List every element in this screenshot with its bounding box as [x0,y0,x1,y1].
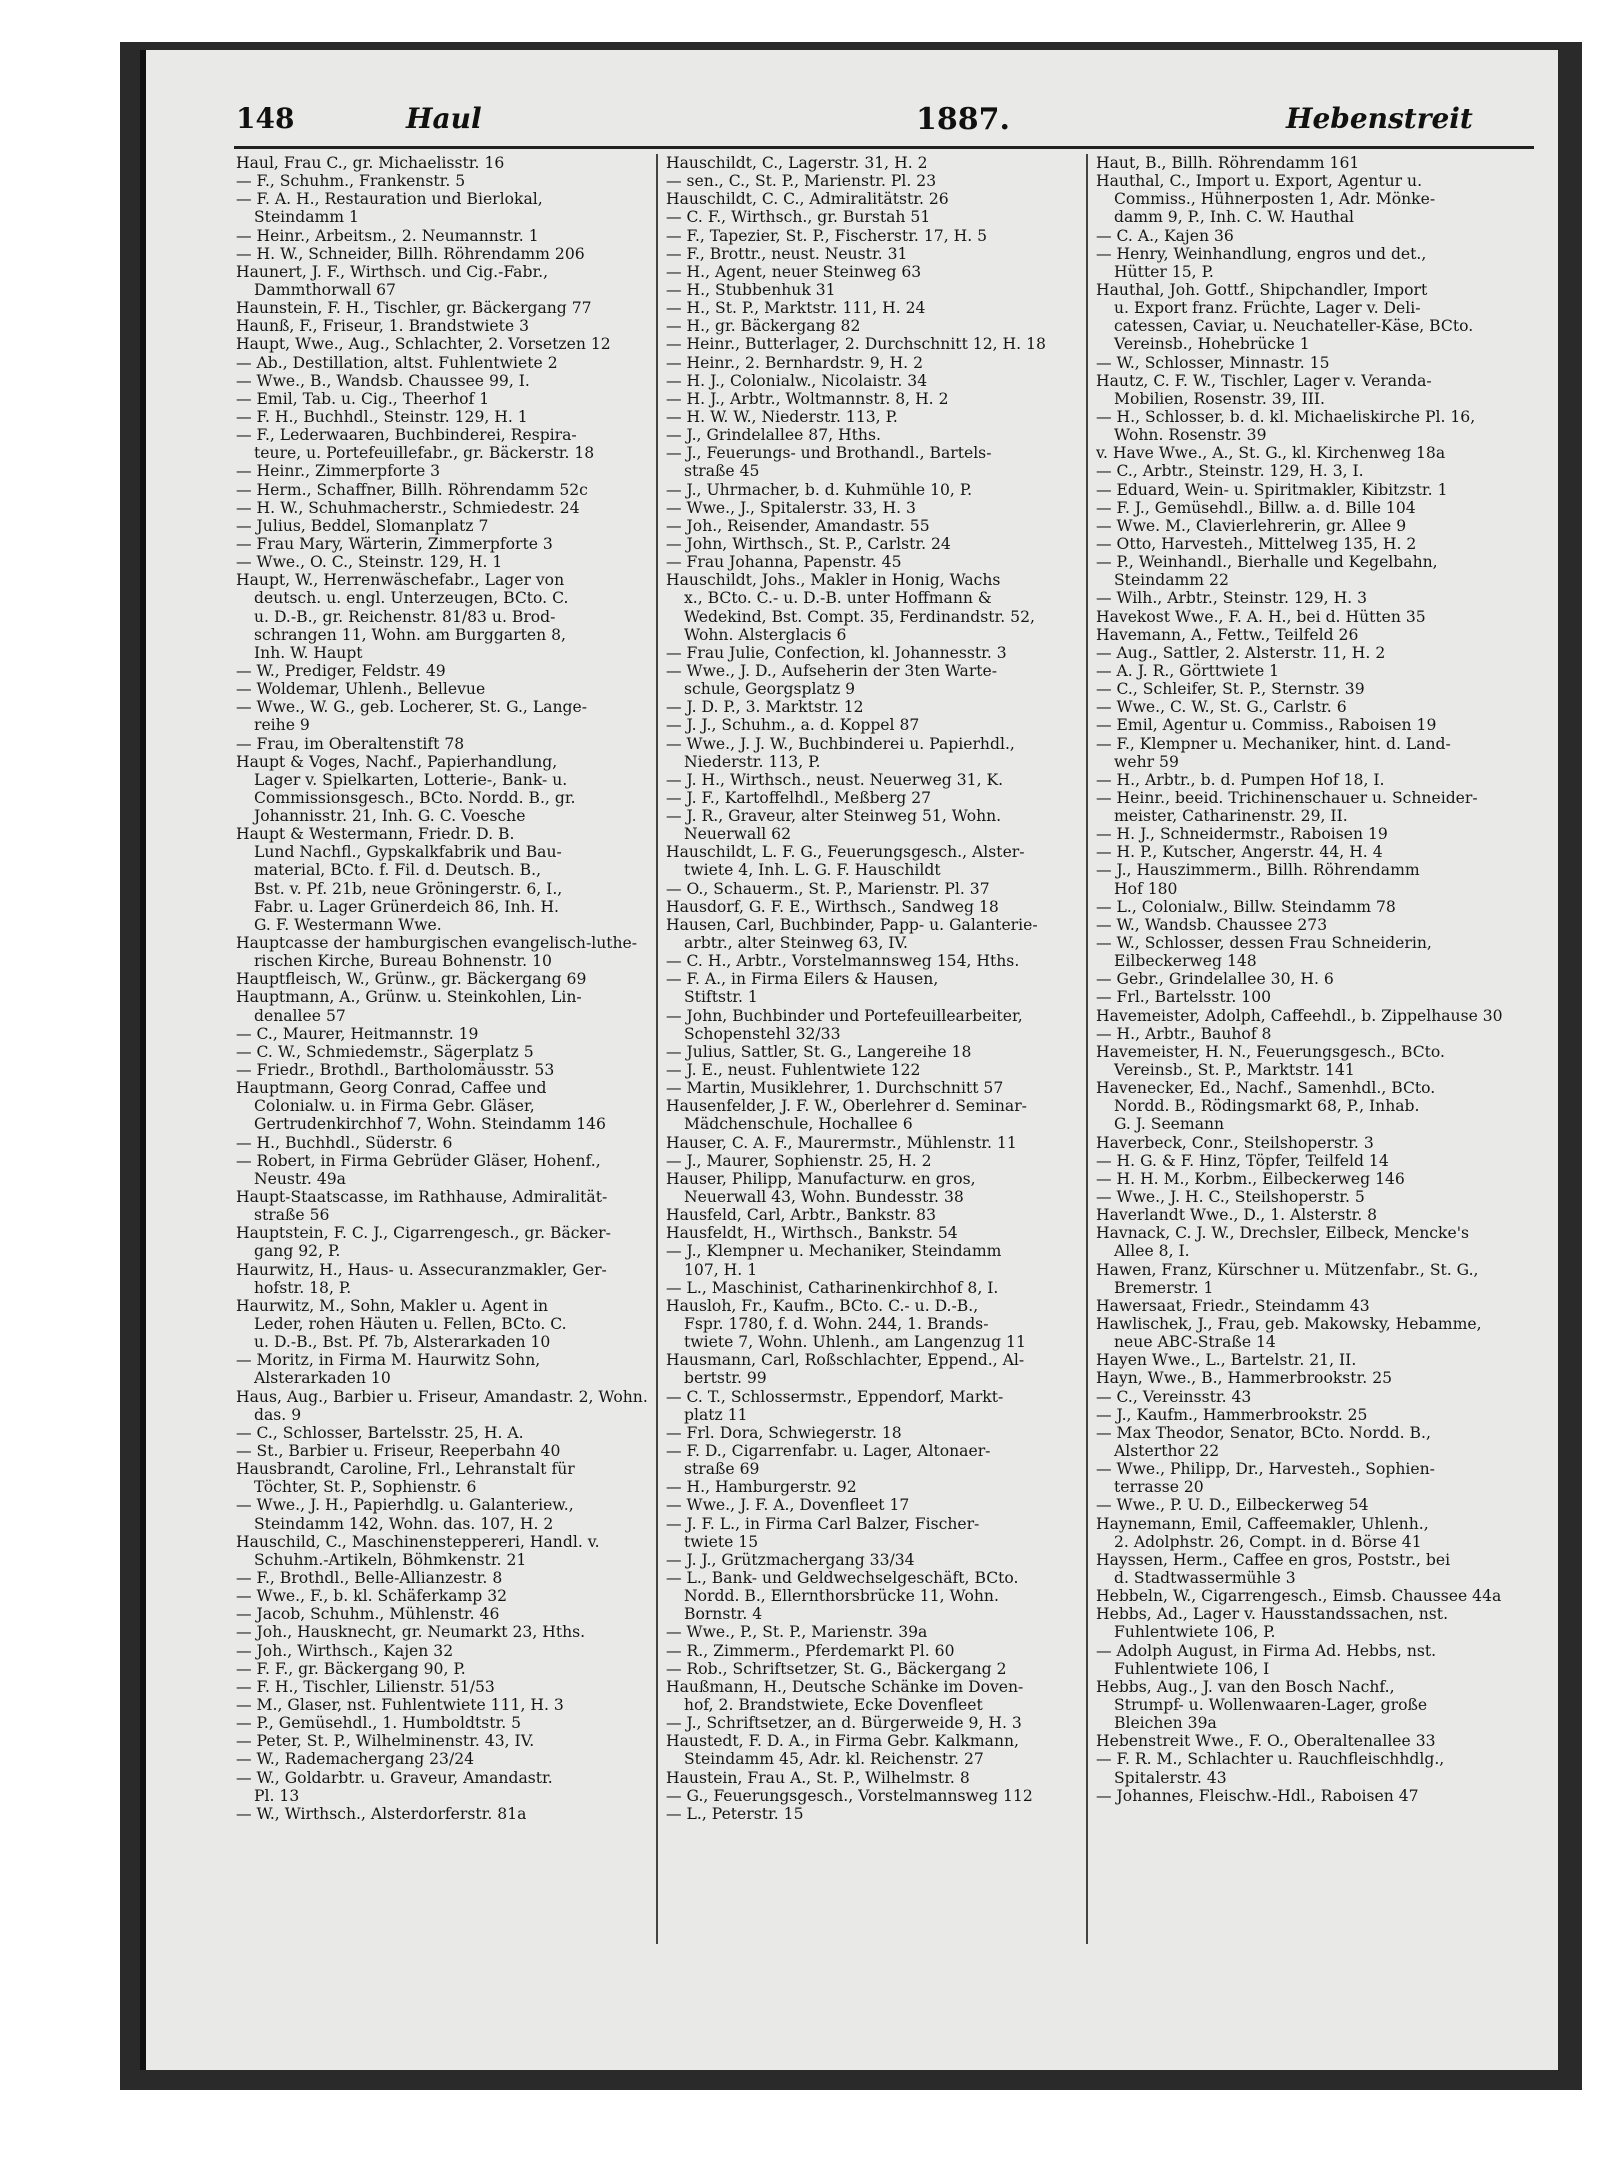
directory-entry-line: hof, 2. Brandstwiete, Ecke Dovenfleet [684,1695,983,1714]
directory-entry-line: — G., Feuerungsgesch., Vorstelmannsweg 112 [666,1786,1033,1805]
directory-entry-line: — L., Bank- und Geldwechselgeschäft, BCto. [666,1568,1019,1587]
column-divider [1086,154,1088,1944]
directory-entry-line: Gertrudenkirchhof 7, Wohn. Steindamm 146 [254,1115,606,1134]
directory-entry-line: meister, Catharinenstr. 29, II. [1114,807,1348,826]
directory-entry-line: Hauptstein, F. C. J., Cigarrengesch., gr. Bäcker- [236,1224,611,1243]
directory-entry-line: Haynemann, Emil, Caffeemakler, Uhlenh., [1096,1514,1429,1533]
directory-entry-line: Haverlandt Wwe., D., 1. Alsterstr. 8 [1096,1206,1378,1225]
directory-entry-line: — J., Feuerungs- und Brothandl., Bartels- [666,444,992,463]
directory-entry-line: Hausloh, Fr., Kaufm., BCto. C.- u. D.-B., [666,1296,979,1315]
directory-entry-line: — J., Grindelallee 87, Hths. [666,426,881,445]
directory-entry-line: — M., Glaser, nst. Fuhlentwiete 111, H. 3 [236,1695,564,1714]
directory-entry-line: — J., Uhrmacher, b. d. Kuhmühle 10, P. [666,480,973,499]
directory-entry-line: Mobilien, Rosenstr. 39, III. [1114,389,1326,408]
directory-entry-line: Hütter 15, P. [1114,262,1214,281]
directory-entry-line: Hauschildt, C. C., Admiralitätstr. 26 [666,190,949,209]
page-header [236,102,1536,146]
directory-entry-line: — P., Gemüsehdl., 1. Humboldtstr. 5 [236,1714,522,1733]
directory-entry-line: — J. H., Wirthsch., neust. Neuerweg 31, K. [666,770,1004,789]
directory-entry-line: — Frau Julie, Confection, kl. Johannesstr. 3 [666,643,1007,662]
directory-entry-line: rischen Kirche, Bureau Bohnenstr. 10 [254,952,552,971]
directory-entry-line: — Woldemar, Uhlenh., Bellevue [236,680,486,699]
directory-entry-line: Haupt & Westermann, Friedr. D. B. [236,825,515,844]
directory-entry-line: — Eduard, Wein- u. Spiritmakler, Kibitzstr. 1 [1096,480,1448,499]
directory-entry-line: — J. R., Graveur, alter Steinweg 51, Wohn. [666,807,1002,826]
page-number: 148 [236,102,295,135]
directory-entry-line: u. Export franz. Früchte, Lager v. Deli- [1114,299,1421,318]
directory-entry-line: Hebbs, Aug., J. van den Bosch Nachf., [1096,1677,1395,1696]
page-year: 1887. [916,102,1010,137]
directory-entry-line: — F., Schuhm., Frankenstr. 5 [236,172,466,191]
directory-entry-line: — Joh., Hausknecht, gr. Neumarkt 23, Hths. [236,1623,586,1642]
directory-entry-line: — Heinr., 2. Bernhardstr. 9, H. 2 [666,353,924,372]
directory-entry-line: — Joh., Reisender, Amandastr. 55 [666,516,930,535]
directory-entry-line: neue ABC-Straße 14 [1114,1333,1276,1352]
directory-entry-line: — Wwe., J., Spitalerstr. 33, H. 3 [666,498,916,517]
directory-entry-line: Commissionsgesch., BCto. Nordd. B., gr. [254,788,576,807]
directory-entry-line: schule, Georgsplatz 9 [684,680,856,699]
directory-entry-line: — F. F., gr. Bäckergang 90, P. [236,1659,466,1678]
directory-entry-line: — Rob., Schriftsetzer, St. G., Bäckergang 2 [666,1659,1007,1678]
directory-entry-line: — Wwe. M., Clavierlehrerin, gr. Allee 9 [1096,516,1407,535]
directory-entry-line: Haupt & Voges, Nachf., Papierhandlung, [236,752,558,771]
directory-column-3 [1096,154,1508,1994]
directory-entry-line: Haunert, J. F., Wirthsch. und Cig.-Fabr., [236,262,549,281]
directory-entry-line: — F., Lederwaaren, Buchbinderei, Respira- [236,426,577,445]
directory-entry-line: reihe 9 [254,716,310,735]
directory-entry-line: Bst. v. Pf. 21b, neue Gröningerstr. 6, I., [254,879,563,898]
directory-entry-line: — F. H., Tischler, Lilienstr. 51/53 [236,1677,495,1696]
directory-entry-line: — C. A., Kajen 36 [1096,226,1234,245]
directory-entry-line: das. 9 [254,1405,302,1424]
directory-entry-line: gang 92, P. [254,1242,341,1261]
directory-entry-line: — St., Barbier u. Friseur, Reeperbahn 40 [236,1441,561,1460]
directory-entry-line: — W., Schlosser, dessen Frau Schneiderin, [1096,934,1432,953]
directory-entry-line: — C., Vereinsstr. 43 [1096,1387,1252,1406]
directory-entry-line: — J., Maurer, Sophienstr. 25, H. 2 [666,1151,932,1170]
directory-entry-line: Bremerstr. 1 [1114,1278,1214,1297]
directory-entry-line: — Heinr., Arbeitsm., 2. Neumannstr. 1 [236,226,539,245]
directory-entry-line: catessen, Caviar, u. Neuchateller-Käse, BCto. [1114,317,1474,336]
directory-entry-line: Steindamm 45, Adr. kl. Reichenstr. 27 [684,1750,984,1769]
directory-entry-line: denallee 57 [254,1006,346,1025]
directory-entry-line: Haupt, Wwe., Aug., Schlachter, 2. Vorsetzen 12 [236,335,611,354]
directory-entry-line: Spitalerstr. 43 [1114,1768,1227,1787]
directory-entry-line: — Otto, Harvesteh., Mittelweg 135, H. 2 [1096,534,1417,553]
directory-entry-line: Nordd. B., Rödingsmarkt 68, P., Inhab. [1114,1097,1420,1116]
directory-entry-line: Wohn. Rosenstr. 39 [1114,426,1267,445]
directory-entry-line: — J. F. L., in Firma Carl Balzer, Fischer- [666,1514,980,1533]
directory-entry-line: — Henry, Weinhandlung, engros und det., [1096,244,1427,263]
directory-entry-line: — Wilh., Arbtr., Steinstr. 129, H. 3 [1096,589,1368,608]
directory-entry-line: — Wwe., J. H., Papierhdlg. u. Galanteriew., [236,1496,574,1515]
directory-entry-line: — H. W., Schuhmacherstr., Schmiedestr. 24 [236,498,580,517]
directory-entry-line: deutsch. u. engl. Unterzeugen, BCto. C. [254,589,569,608]
directory-entry-line: — Gebr., Grindelallee 30, H. 6 [1096,970,1334,989]
directory-entry-line: — Heinr., beeid. Trichinenschauer u. Schneider- [1096,788,1478,807]
directory-entry-line: Neustr. 49a [254,1169,346,1188]
directory-entry-line: twiete 7, Wohn. Uhlenh., am Langenzug 11 [684,1333,1026,1352]
directory-entry-line: Stiftstr. 1 [684,988,758,1007]
directory-entry-line: Hayen Wwe., L., Bartelstr. 21, II. [1096,1351,1357,1370]
directory-entry-line: Vereinsb., St. P., Marktstr. 141 [1114,1061,1355,1080]
running-head-left: Haul [406,102,482,135]
directory-entry-line: — C. H., Arbtr., Vorstelmannsweg 154, Hths. [666,952,1020,971]
directory-entry-line: — H., St. P., Marktstr. 111, H. 24 [666,299,926,318]
directory-entry-line: — J., Klempner u. Mechaniker, Steindamm [666,1242,1002,1261]
directory-entry-line: — F. A. H., Restauration und Bierlokal, [236,190,543,209]
directory-entry-line: Hauptcasse der hamburgischen evangelisch-luthe- [236,934,638,953]
directory-entry-line: Hausen, Carl, Buchbinder, Papp- u. Galanterie- [666,915,1038,934]
directory-entry-line: Haul, Frau C., gr. Michaelisstr. 16 [236,154,505,172]
directory-entry-line: — H., Arbtr., Bauhof 8 [1096,1024,1272,1043]
directory-entry-line: — Frau, im Oberaltenstift 78 [236,734,465,753]
directory-entry-line: d. Stadtwassermühle 3 [1114,1568,1296,1587]
directory-entry-line: — Heinr., Zimmerpforte 3 [236,462,441,481]
directory-entry-line: — C., Arbtr., Steinstr. 129, H. 3, I. [1096,462,1364,481]
running-head-right: Hebenstreit [1286,102,1473,135]
directory-entry-line: Hauser, C. A. F., Maurermstr., Mühlenstr. 11 [666,1133,1017,1152]
directory-entry-line: — sen., C., St. P., Marienstr. Pl. 23 [666,172,937,191]
directory-entry-line: v. Have Wwe., A., St. G., kl. Kirchenweg 18a [1096,444,1446,463]
directory-entry-line: Havekost Wwe., F. A. H., bei d. Hütten 35 [1096,607,1426,626]
directory-entry-line: Hawersaat, Friedr., Steindamm 43 [1096,1296,1370,1315]
directory-entry-line: Haut, B., Billh. Röhrendamm 161 [1096,154,1360,172]
directory-entry-line: Haus, Aug., Barbier u. Friseur, Amandastr. 2, Wohn. [236,1387,648,1406]
directory-entry-line: — W., Wirthsch., Alsterdorferstr. 81a [236,1804,527,1823]
directory-column-1 [236,154,648,1994]
directory-entry-line: — Wwe., B., Wandsb. Chaussee 99, I. [236,371,530,390]
directory-entry-line: — Wwe., J. F. A., Dovenfleet 17 [666,1496,910,1515]
directory-entry-line: — Herm., Schaffner, Billh. Röhrendamm 52c [236,480,588,499]
directory-entry-line: terrasse 20 [1114,1478,1204,1497]
directory-entry-line: — Friedr., Brothdl., Bartholomäusstr. 53 [236,1061,555,1080]
directory-entry-line: Pl. 13 [254,1786,300,1805]
directory-entry-line: Inh. W. Haupt [254,643,363,662]
directory-entry-line: Havenecker, Ed., Nachf., Samenhdl., BCto. [1096,1079,1436,1098]
directory-entry-line: Strumpf- u. Wollenwaaren-Lager, große [1114,1695,1428,1714]
directory-entry-line: Neuerwall 43, Wohn. Bundesstr. 38 [684,1188,964,1207]
directory-entry-line: straße 69 [684,1460,760,1479]
directory-entry-line: — Aug., Sattler, 2. Alsterstr. 11, H. 2 [1096,643,1386,662]
directory-entry-line: — H. W. W., Niederstr. 113, P. [666,407,898,426]
directory-entry-line: — W., Rademachergang 23/24 [236,1750,475,1769]
directory-entry-line: — J., Kaufm., Hammerbrookstr. 25 [1096,1405,1368,1424]
directory-entry-line: — W., Prediger, Feldstr. 49 [236,661,446,680]
directory-entry-line: Wohn. Alsterglacis 6 [684,625,847,644]
directory-entry-line: — Adolph August, in Firma Ad. Hebbs, nst. [1096,1641,1437,1660]
directory-entry-line: straße 56 [254,1206,330,1225]
directory-entry-line: — F. D., Cigarrenfabr. u. Lager, Altonaer- [666,1441,991,1460]
directory-entry-line: Alsterarkaden 10 [254,1369,391,1388]
directory-entry-line: — F., Brottr., neust. Neustr. 31 [666,244,908,263]
directory-entry-line: Allee 8, I. [1114,1242,1190,1261]
directory-entry-line: — J. D. P., 3. Marktstr. 12 [666,698,864,717]
directory-entry-line: G. J. Seemann [1114,1115,1225,1134]
directory-entry-line: Havnack, C. J. W., Drechsler, Eilbeck, Mencke's [1096,1224,1469,1243]
directory-entry-line: bertstr. 99 [684,1369,767,1388]
directory-entry-line: — H. W., Schneider, Billh. Röhrendamm 206 [236,244,585,263]
directory-entry-line: — F. A., in Firma Eilers & Hausen, [666,970,939,989]
directory-entry-line: Hauschild, C., Maschinensteppereri, Handl. v. [236,1532,600,1551]
directory-entry-line: Hausenfelder, J. F. W., Oberlehrer d. Seminar- [666,1097,1027,1116]
directory-entry-line: — J., Hauszimmerm., Billh. Röhrendamm [1096,861,1420,880]
directory-entry-line: — J. J., Schuhm., a. d. Koppel 87 [666,716,920,735]
directory-entry-line: Hausbrandt, Caroline, Frl., Lehranstalt für [236,1460,575,1479]
directory-entry-line: Havemeister, H. N., Feuerungsgesch., BCto. [1096,1042,1445,1061]
directory-entry-line: — W., Wandsb. Chaussee 273 [1096,915,1328,934]
directory-entry-line: Fuhlentwiete 106, P. [1114,1623,1276,1642]
directory-entry-line: — A. J. R., Görttwiete 1 [1096,661,1280,680]
directory-entry-line: — Frau Johanna, Papenstr. 45 [666,553,902,572]
directory-entry-line: twiete 4, Inh. L. G. F. Hauschildt [684,861,941,880]
directory-entry-line: Dammthorwall 67 [254,280,396,299]
directory-entry-line: Havemann, A., Fettw., Teilfeld 26 [1096,625,1359,644]
directory-entry-line: — Emil, Agentur u. Commiss., Raboisen 19 [1096,716,1437,735]
directory-entry-line: — F. R. M., Schlachter u. Rauchfleischhdlg., [1096,1750,1445,1769]
directory-entry-line: — Frau Mary, Wärterin, Zimmerpforte 3 [236,534,553,553]
directory-entry-line: 107, H. 1 [684,1260,758,1279]
directory-entry-line: Hausfeld, Carl, Arbtr., Bankstr. 83 [666,1206,936,1225]
directory-entry-line: — Wwe., P., St. P., Marienstr. 39a [666,1623,928,1642]
directory-entry-line: Leder, rohen Häuten u. Fellen, BCto. C. [254,1315,567,1333]
directory-entry-line: material, BCto. f. Fil. d. Deutsch. B., [254,861,542,880]
directory-entry-line: — Heinr., Butterlager, 2. Durchschnitt 12, H. 18 [666,335,1046,354]
directory-entry-line: Haustedt, F. D. A., in Firma Gebr. Kalkmann, [666,1732,1020,1751]
directory-entry-line: Hawlischek, J., Frau, geb. Makowsky, Hebamme, [1096,1315,1482,1333]
directory-entry-line: Hauthal, Joh. Gottf., Shipchandler, Import [1096,280,1428,299]
directory-entry-line: — Joh., Wirthsch., Kajen 32 [236,1641,454,1660]
directory-entry-line: — C. T., Schlossermstr., Eppendorf, Markt- [666,1387,1004,1406]
directory-entry-line: Johannisstr. 21, Inh. G. C. Voesche [254,807,526,826]
directory-entry-line: — Julius, Sattler, St. G., Langereihe 18 [666,1042,972,1061]
directory-page [140,50,1558,2070]
directory-entry-line: — Wwe., P. U. D., Eilbeckerweg 54 [1096,1496,1369,1515]
directory-entry-line: — H. G. & F. Hinz, Töpfer, Teilfeld 14 [1096,1151,1389,1170]
directory-entry-line: Haupt, W., Herrenwäschefabr., Lager von [236,571,565,590]
directory-entry-line: — L., Colonialw., Billw. Steindamm 78 [1096,897,1396,916]
directory-entry-line: — W., Goldarbtr. u. Graveur, Amandastr. [236,1768,553,1787]
scan-annotation-banner [0,0,112,2177]
directory-entry-line: wehr 59 [1114,752,1179,771]
directory-entry-line: — H., gr. Bäckergang 82 [666,317,861,336]
directory-entry-line: Haußmann, H., Deutsche Schänke im Doven- [666,1677,1024,1696]
directory-entry-line: — H. J., Colonialw., Nicolaistr. 34 [666,371,928,390]
directory-entry-line: Colonialw. u. in Firma Gebr. Gläser, [254,1097,535,1116]
directory-entry-line: Haunß, F., Friseur, 1. Brandstwiete 3 [236,317,530,336]
directory-entry-line: Hawen, Franz, Kürschner u. Mützenfabr., St. G., [1096,1260,1479,1279]
directory-entry-line: Hauser, Philipp, Manufacturw. en gros, [666,1169,976,1188]
directory-entry-line: Bleichen 39a [1114,1714,1217,1733]
directory-entry-line: — C. W., Schmiedemstr., Sägerplatz 5 [236,1042,534,1061]
directory-entry-line: Hayssen, Herm., Caffee en gros, Poststr., bei [1096,1550,1451,1569]
directory-entry-line: Hauschildt, L. F. G., Feuerungsgesch., Alster- [666,843,1025,862]
directory-entry-line: Hayn, Wwe., B., Hammerbrookstr. 25 [1096,1369,1393,1388]
directory-entry-line: Bornstr. 4 [684,1605,763,1624]
directory-entry-line: Hautz, C. F. W., Tischler, Lager v. Veranda- [1096,371,1432,390]
directory-entry-line: — Wwe., Philipp, Dr., Harvesteh., Sophien- [1096,1460,1435,1479]
directory-entry-line: Hauptfleisch, W., Grünw., gr. Bäckergang 69 [236,970,587,989]
directory-entry-line: Hausmann, Carl, Roßschlachter, Eppend., Al- [666,1351,1025,1370]
directory-entry-line: — H. J., Arbtr., Woltmannstr. 8, H. 2 [666,389,949,408]
directory-entry-line: — L., Peterstr. 15 [666,1804,804,1823]
directory-entry-line: Wedekind, Bst. Compt. 35, Ferdinandstr. 52, [684,607,1035,626]
directory-entry-line: — W., Schlosser, Minnastr. 15 [1096,353,1330,372]
directory-entry-line: — F., Brothdl., Belle-Allianzestr. 8 [236,1568,503,1587]
directory-entry-line: twiete 15 [684,1532,759,1551]
directory-entry-line: — Frl., Bartelsstr. 100 [1096,988,1272,1007]
directory-column-2 [666,154,1078,1994]
directory-entry-line: Hauptmann, A., Grünw. u. Steinkohlen, Lin- [236,988,582,1007]
directory-entry-line: — H., Schlosser, b. d. kl. Michaeliskirche Pl. 16, [1096,407,1476,426]
directory-entry-line: 2. Adolphstr. 26, Compt. in d. Börse 41 [1114,1532,1422,1551]
directory-entry-line: — Johannes, Fleischw.-Hdl., Raboisen 47 [1096,1786,1419,1805]
directory-entry-line: — H., Hamburgerstr. 92 [666,1478,857,1497]
directory-entry-line: Haverbeck, Conr., Steilshoperstr. 3 [1096,1133,1374,1152]
directory-entry-line: — C., Schleifer, St. P., Sternstr. 39 [1096,680,1365,699]
directory-entry-line: — Wwe., J. D., Aufseherin der 3ten Warte- [666,661,998,680]
directory-entry-line: — Martin, Musiklehrer, 1. Durchschnitt 57 [666,1079,1004,1098]
directory-entry-line: Neuerwall 62 [684,825,792,844]
directory-entry-line: — H. H. M., Korbm., Eilbeckerweg 146 [1096,1169,1405,1188]
directory-entry-line: — Max Theodor, Senator, BCto. Nordd. B., [1096,1423,1431,1442]
directory-entry-line: — Jacob, Schuhm., Mühlenstr. 46 [236,1605,500,1624]
directory-entry-line: — Wwe., J. H. C., Steilshoperstr. 5 [1096,1188,1365,1207]
directory-entry-line: — F., Tapezier, St. P., Fischerstr. 17, H. 5 [666,226,988,245]
directory-entry-line: Schopenstehl 32/33 [684,1024,841,1043]
directory-entry-line: Fuhlentwiete 106, I [1114,1659,1270,1678]
directory-entry-line: damm 9, P., Inh. C. W. Hauthal [1114,208,1355,227]
directory-entry-line: Hauschildt, C., Lagerstr. 31, H. 2 [666,154,928,172]
directory-entry-line: Hausfeldt, H., Wirthsch., Bankstr. 54 [666,1224,958,1243]
directory-entry-line: Havemeister, Adolph, Caffeehdl., b. Zippelhause 30 [1096,1006,1503,1025]
directory-entry-line: Schuhm.-Artikeln, Böhmkenstr. 21 [254,1550,527,1569]
directory-entry-line: — H., Agent, neuer Steinweg 63 [666,262,922,281]
directory-entry-line: Steindamm 1 [254,208,359,227]
directory-entry-line: — Wwe., W. G., geb. Locherer, St. G., Lange- [236,698,588,717]
directory-entry-line: — H. J., Schneidermstr., Raboisen 19 [1096,825,1388,844]
directory-entry-line: Steindamm 22 [1114,571,1229,590]
directory-entry-line: — Robert, in Firma Gebrüder Gläser, Hohenf., [236,1151,601,1170]
directory-entry-line: — H., Stubbenhuk 31 [666,280,836,299]
directory-entry-line: — Peter, St. P., Wilhelminenstr. 43, IV. [236,1732,535,1751]
directory-entry-line: — L., Maschinist, Catharinenkirchhof 8, I. [666,1278,999,1297]
directory-entry-line: — Wwe., C. W., St. G., Carlstr. 6 [1096,698,1347,717]
column-divider [656,154,658,1944]
directory-entry-line: — Moritz, in Firma M. Haurwitz Sohn, [236,1351,541,1370]
directory-entry-line: Hebbs, Ad., Lager v. Hausstandssachen, nst. [1096,1605,1449,1624]
directory-entry-line: Hausdorf, G. F. E., Wirthsch., Sandweg 18 [666,897,999,916]
directory-entry-line: hofstr. 18, P. [254,1278,352,1297]
directory-entry-line: — Emil, Tab. u. Cig., Theerhof 1 [236,389,490,408]
directory-entry-line: Vereinsb., Hohebrücke 1 [1114,335,1310,354]
directory-entry-line: — J. J., Grützmachergang 33/34 [666,1550,915,1569]
directory-entry-line: — J. F., Kartoffelhdl., Meßberg 27 [666,788,932,807]
directory-entry-line: Fabr. u. Lager Grünerdeich 86, Inh. H. [254,897,560,916]
directory-entry-line: — H. P., Kutscher, Angerstr. 44, H. 4 [1096,843,1383,862]
directory-entry-line: platz 11 [684,1405,748,1424]
directory-entry-line: — F. J., Gemüsehdl., Billw. a. d. Bille 104 [1096,498,1416,517]
directory-entry-line: Hof 180 [1114,879,1178,898]
directory-entry-line: straße 45 [684,462,760,481]
directory-entry-line: — O., Schauerm., St. P., Marienstr. Pl. 37 [666,879,990,898]
directory-entry-line: Nordd. B., Ellernthorsbrücke 11, Wohn. [684,1587,999,1606]
directory-entry-line: — Wwe., J. J. W., Buchbinderei u. Papierhdl., [666,734,1015,753]
directory-entry-line: — Ab., Destillation, altst. Fuhlentwiete 2 [236,353,558,372]
directory-entry-line: — John, Wirthsch., St. P., Carlstr. 24 [666,534,951,553]
directory-entry-line: Töchter, St. P., Sophienstr. 6 [254,1478,477,1497]
directory-entry-line: x., BCto. C.- u. D.-B. unter Hoffmann & [684,589,992,608]
directory-entry-line: — John, Buchbinder und Portefeuillearbeiter, [666,1006,1023,1025]
directory-entry-line: Haurwitz, M., Sohn, Makler u. Agent in [236,1296,549,1315]
directory-entry-line: Hebenstreit Wwe., F. O., Oberaltenallee 33 [1096,1732,1436,1751]
directory-entry-line: Haupt-Staatscasse, im Rathhause, Admiralität- [236,1188,608,1207]
directory-entry-line: — J. E., neust. Fuhlentwiete 122 [666,1061,921,1080]
directory-entry-line: Eilbeckerweg 148 [1114,952,1257,971]
header-rule [234,146,1534,149]
directory-entry-line: Steindamm 142, Wohn. das. 107, H. 2 [254,1514,554,1533]
directory-entry-line: Niederstr. 113, P. [684,752,821,771]
directory-entry-line: — C. F., Wirthsch., gr. Burstah 51 [666,208,931,227]
directory-entry-line: arbtr., alter Steinweg 63, IV. [684,934,908,953]
directory-entry-line: — F. H., Buchhdl., Steinstr. 129, H. 1 [236,407,528,426]
directory-entry-line: u. D.-B., gr. Reichenstr. 81/83 u. Brod- [254,607,556,626]
directory-entry-line: Commiss., Hühnerposten 1, Adr. Mönke- [1114,190,1436,209]
directory-entry-line: — J., Schriftsetzer, an d. Bürgerweide 9, H. 3 [666,1714,1022,1733]
directory-entry-line: Mädchenschule, Hochallee 6 [684,1115,913,1134]
directory-entry-line: — H., Arbtr., b. d. Pumpen Hof 18, I. [1096,770,1385,789]
directory-entry-line: Haustein, Frau A., St. P., Wilhelmstr. 8 [666,1768,970,1787]
directory-entry-line: Lager v. Spielkarten, Lotterie-, Bank- u. [254,770,568,789]
directory-entry-line: schrangen 11, Wohn. am Burggarten 8, [254,625,566,644]
directory-entry-line: Hebbeln, W., Cigarrengesch., Eimsb. Chaussee 44a [1096,1587,1502,1606]
directory-entry-line: u. D.-B., Bst. Pf. 7b, Alsterarkaden 10 [254,1333,551,1352]
directory-entry-line: teure, u. Portefeuillefabr., gr. Bäckerstr. 18 [254,444,595,463]
directory-entry-line: — Wwe., O. C., Steinstr. 129, H. 1 [236,553,503,572]
directory-entry-line: — P., Weinhandl., Bierhalle und Kegelbahn, [1096,553,1438,572]
directory-entry-line: Alsterthor 22 [1114,1441,1220,1460]
directory-entry-line: Hauthal, C., Import u. Export, Agentur u. [1096,172,1423,191]
directory-entry-line: G. F. Westermann Wwe. [254,915,442,934]
directory-entry-line: — C., Maurer, Heitmannstr. 19 [236,1024,479,1043]
directory-entry-line: — C., Schlosser, Bartelsstr. 25, H. A. [236,1423,524,1442]
directory-entry-line: — Wwe., F., b. kl. Schäferkamp 32 [236,1587,508,1606]
directory-entry-line: Haunstein, F. H., Tischler, gr. Bäckergang 77 [236,299,592,318]
directory-entry-line: — Frl. Dora, Schwiegerstr. 18 [666,1423,902,1442]
directory-entry-line: — F., Klempner u. Mechaniker, hint. d. Land- [1096,734,1451,753]
directory-entry-line: — R., Zimmerm., Pferdemarkt Pl. 60 [666,1641,955,1660]
directory-entry-line: Fspr. 1780, f. d. Wohn. 244, 1. Brands- [684,1315,989,1333]
directory-entry-line: Haurwitz, H., Haus- u. Assecuranzmakler, Ger- [236,1260,607,1279]
directory-entry-line: Hauschildt, Johs., Makler in Honig, Wachs [666,571,1001,590]
directory-entry-line: — Julius, Beddel, Slomanplatz 7 [236,516,489,535]
directory-entry-line: Lund Nachfl., Gypskalkfabrik und Bau- [254,843,562,862]
directory-entry-line: Hauptmann, Georg Conrad, Caffee und [236,1079,547,1098]
directory-entry-line: — H., Buchhdl., Süderstr. 6 [236,1133,453,1152]
